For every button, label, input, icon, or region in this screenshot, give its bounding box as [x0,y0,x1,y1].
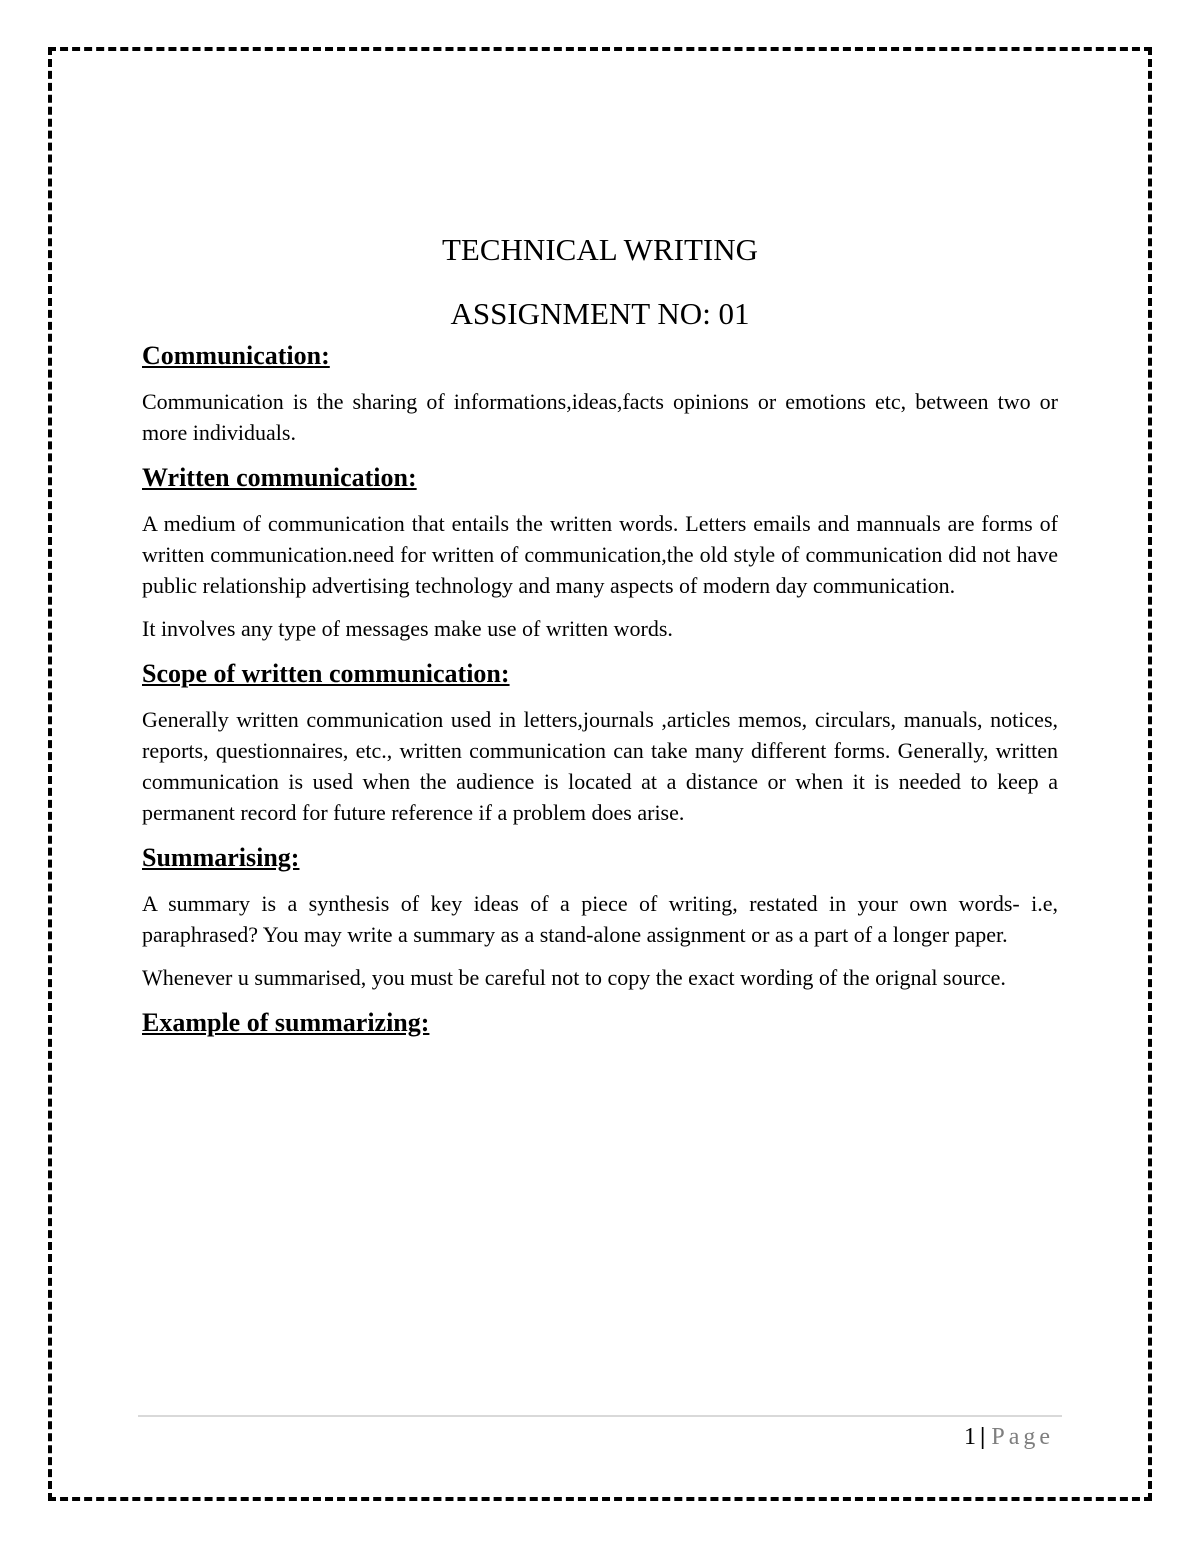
page-label: Page [991,1424,1054,1450]
paragraph: A medium of communication that entails the written words. Letters emails and mannuals are forms of written communication.need for written of communication,the old style of communication did not have public relationship advertising technology and many aspects of modern day communication. [142,511,1058,598]
footer-divider [138,1415,1062,1417]
page-footer [964,1421,1054,1453]
section-heading: Written communication: [142,463,417,492]
document-subtitle: ASSIGNMENT NO: 01 [450,296,750,331]
page-number: 1 [964,1424,977,1450]
section-summarising [142,840,1058,993]
section-communication [142,338,1058,448]
section-heading: Scope of written communication: [142,659,510,688]
paragraph: Communication is the sharing of informations,ideas,facts opinions or emotions etc, between two or more individuals. [142,389,1058,445]
paragraph: It involves any type of messages make use of written words. [142,616,673,641]
document-title: TECHNICAL WRITING [442,232,758,267]
paragraph: Whenever u summarised, you must be careful not to copy the exact wording of the orignal source. [142,965,1006,990]
page-separator: | [980,1424,986,1450]
section-scope-of-written-communication [142,656,1058,828]
section-heading: Summarising: [142,843,300,872]
section-heading: Example of summarizing: [142,1008,430,1037]
section-written-communication [142,460,1058,644]
section-heading: Communication: [142,341,330,370]
section-example-of-summarizing [142,1005,1058,1041]
paragraph: A summary is a synthesis of key ideas of a piece of writing, restated in your own words- i.e, paraphrased? You may write a summary as a stand-alone assignment or as a part of a longer paper. [142,891,1058,947]
document-body [142,226,1058,1053]
paragraph: Generally written communication used in letters,journals ,articles memos, circulars, manuals, notices, reports, questionnaires, etc., written communication can take many different forms. Generally, written communication is used when the audience is located at a distance or when it is needed to keep a permanent record for future reference if a problem does arise. [142,707,1058,825]
